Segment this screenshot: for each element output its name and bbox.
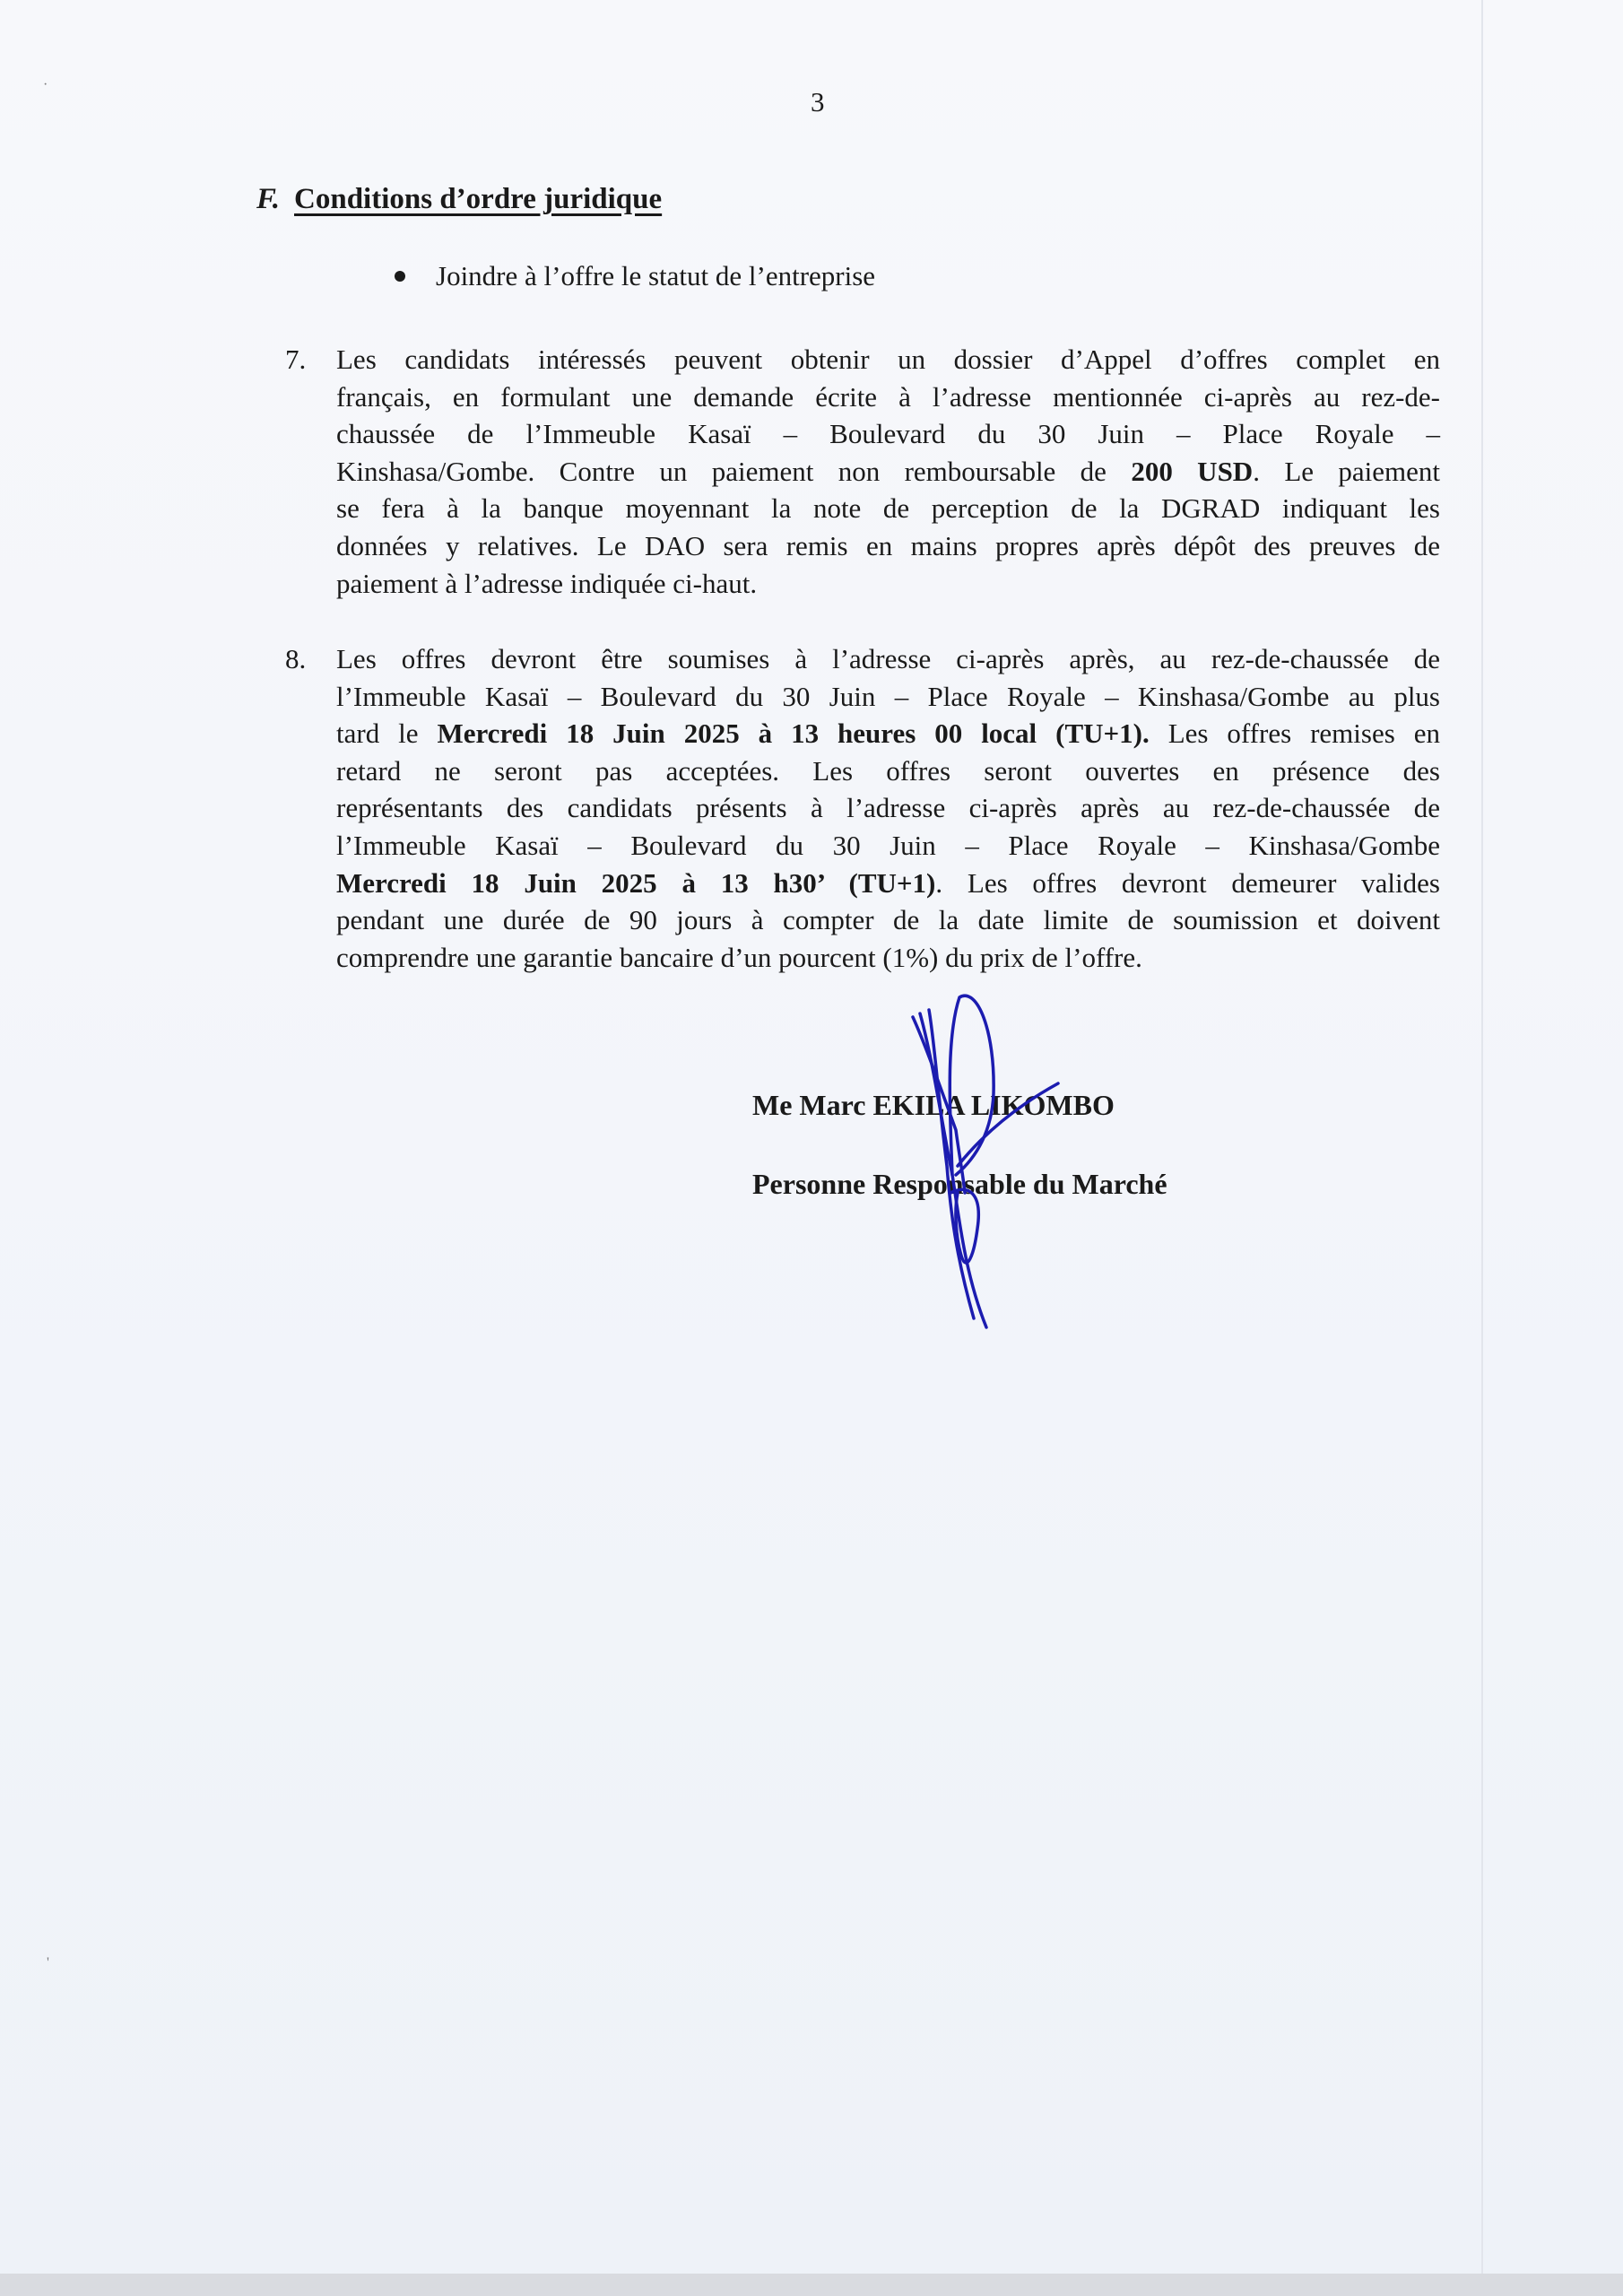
text-segment: l’Immeuble Kasaï – Boulevard du 30 Juin – Place Royale – Kinshasa/Gombe au plus (336, 680, 1440, 712)
item-number: 8. (285, 643, 307, 674)
text-segment: représentants des candidats présents à l’adresse ci-après après au rez-de-chaussée de (336, 792, 1440, 824)
text-segment: . Le paiement (1253, 455, 1441, 487)
text-segment: tard le (336, 718, 438, 750)
text-line (336, 341, 1440, 378)
text-segment: Les offres remises en (1149, 718, 1440, 750)
text-line (336, 678, 1440, 716)
text-line (336, 378, 1440, 416)
text-segment: se fera à la banque moyennant la note de perception de la DGRAD indiquant les (336, 492, 1440, 525)
text-line (336, 415, 1440, 453)
text-segment: Les offres devront être soumises à l’adresse ci-après après, au rez-de-chaussée de (336, 643, 1440, 674)
scan-speck: · (43, 77, 48, 92)
section-title: Conditions d’ordre juridique (294, 183, 663, 215)
bullet-icon (395, 271, 405, 282)
text-segment: pendant une durée de 90 jours à compter de la date limite de soumission et doivent (336, 904, 1440, 936)
text-line (336, 901, 1440, 939)
text-line (336, 490, 1440, 527)
item-number: 7. (285, 344, 307, 375)
text-line (336, 789, 1440, 827)
bold-text: 200 USD (1131, 455, 1254, 487)
text-segment: paiement à l’adresse indiquée ci-haut. (336, 567, 758, 599)
text-line (336, 752, 1440, 790)
text-line (336, 939, 1440, 977)
page-edge (1481, 0, 1483, 2296)
signatory-role: Personne Responsable du Marché (752, 1168, 1167, 1200)
section-heading (256, 183, 662, 216)
item-body (336, 640, 1440, 976)
text-segment: comprendre une garantie bancaire d’un pourcent (1%) du prix de l’offre. (336, 941, 1142, 973)
text-segment: . Les offres devront demeurer valides (935, 866, 1440, 899)
signatory-name: Me Marc EKILA LIKOMBO (752, 1089, 1115, 1121)
item-body (336, 341, 1440, 602)
handwritten-signature (888, 987, 1094, 1345)
scan-speck: ' (47, 1955, 49, 1970)
text-segment: Kinshasa/Gombe. Contre un paiement non remboursable de (336, 455, 1132, 487)
text-line (336, 865, 1440, 902)
text-line (336, 827, 1440, 865)
text-line (336, 453, 1440, 491)
bold-text: Mercredi 18 Juin 2025 à 13 heures 00 local (TU+1). (437, 718, 1150, 750)
text-line (336, 565, 1440, 603)
text-segment: l’Immeuble Kasaï – Boulevard du 30 Juin – Place Royale – Kinshasa/Gombe (336, 829, 1440, 861)
text-segment: français, en formulant une demande écrite à l’adresse mentionnée ci-après au rez-de- (336, 380, 1440, 413)
text-segment: chaussée de l’Immeuble Kasaï – Boulevard du 30 Juin – Place Royale – (336, 418, 1440, 450)
text-line (336, 715, 1440, 752)
bullet-text: Joindre à l’offre le statut de l’entreprise (436, 260, 876, 291)
page-number: 3 (811, 86, 825, 117)
text-segment: données y relatives. Le DAO sera remis en mains propres après dépôt des preuves de (336, 529, 1440, 561)
text-segment: Les candidats intéressés peuvent obtenir un dossier d’Appel d’offres complet en (336, 344, 1440, 375)
text-line (336, 527, 1440, 565)
scan-bottom-border (0, 2274, 1623, 2296)
bold-text: Mercredi 18 Juin 2025 à 13 h30’ (TU+1) (336, 866, 936, 899)
text-line (336, 640, 1440, 678)
bullet-item (395, 260, 875, 292)
section-letter: F. (256, 183, 281, 215)
text-segment: retard ne seront pas acceptées. Les offres seront ouvertes en présence des (336, 754, 1440, 787)
